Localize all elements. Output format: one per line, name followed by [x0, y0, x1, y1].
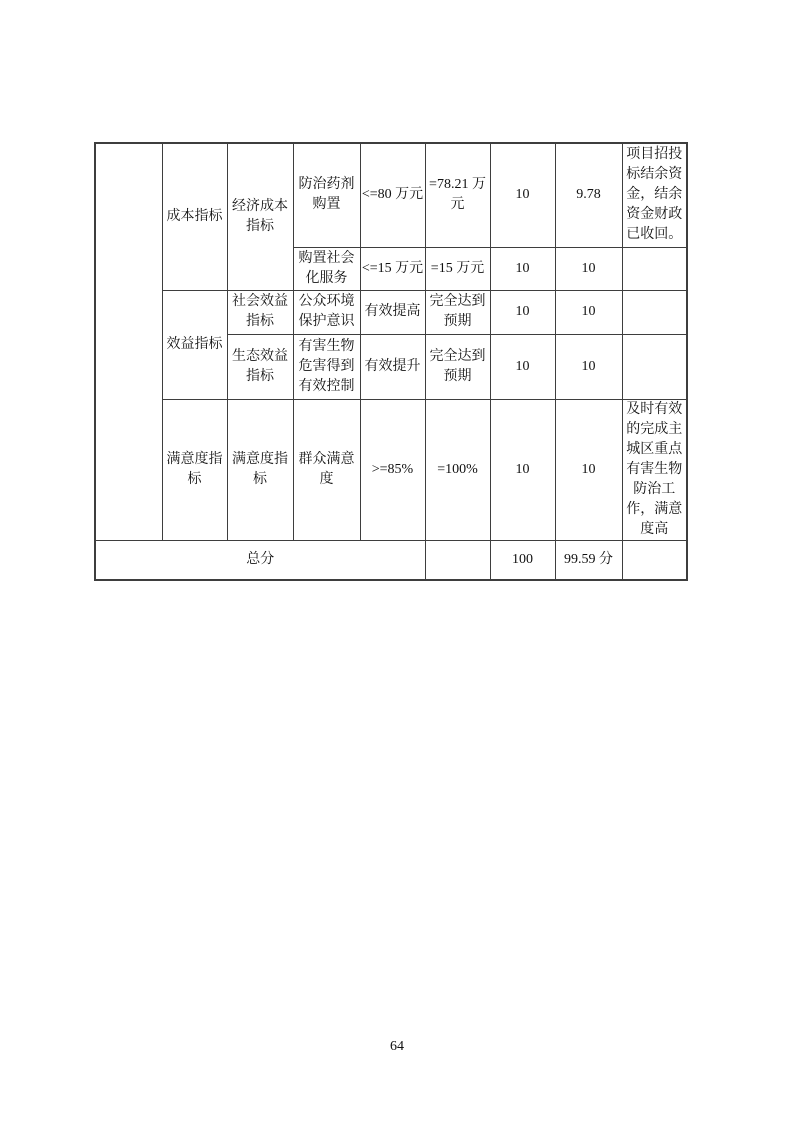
score-cell: 10 [555, 399, 622, 540]
indicator-cell: 购置社会化服务 [293, 247, 360, 290]
total-note-cell [622, 540, 687, 580]
target-value-cell: 有效提升 [360, 334, 425, 399]
target-value-cell: >=85% [360, 399, 425, 540]
weight-cell: 10 [490, 334, 555, 399]
indicator-cell: 群众满意度 [293, 399, 360, 540]
actual-value-cell: =100% [425, 399, 490, 540]
subcategory-cell: 社会效益指标 [227, 290, 293, 334]
score-cell: 9.78 [555, 143, 622, 247]
note-cell [622, 334, 687, 399]
category-cell: 成本指标 [162, 143, 227, 290]
actual-value-cell: =15 万元 [425, 247, 490, 290]
actual-value-cell: 完全达到预期 [425, 334, 490, 399]
indicator-cell: 公众环境保护意识 [293, 290, 360, 334]
category-cell: 满意度指标 [162, 399, 227, 540]
subcategory-cell: 经济成本指标 [227, 143, 293, 290]
total-weight-cell: 100 [490, 540, 555, 580]
weight-cell: 10 [490, 290, 555, 334]
note-cell: 及时有效的完成主城区重点有害生物防治工作，满意度高 [622, 399, 687, 540]
subcategory-cell: 满意度指标 [227, 399, 293, 540]
subcategory-cell: 生态效益指标 [227, 334, 293, 399]
target-value-cell: 有效提高 [360, 290, 425, 334]
left-spacer-cell [95, 143, 162, 540]
weight-cell: 10 [490, 143, 555, 247]
target-value-cell: <=80 万元 [360, 143, 425, 247]
total-label-cell: 总分 [95, 540, 425, 580]
score-cell: 10 [555, 247, 622, 290]
note-cell: 项目招投标结余资金，结余资金财政已收回。 [622, 143, 687, 247]
target-value-cell: <=15 万元 [360, 247, 425, 290]
total-row [95, 540, 687, 580]
score-cell: 10 [555, 290, 622, 334]
note-cell [622, 290, 687, 334]
category-cell: 效益指标 [162, 290, 227, 399]
indicator-cell: 防治药剂购置 [293, 143, 360, 247]
table-row [95, 399, 687, 540]
indicator-cell: 有害生物危害得到有效控制 [293, 334, 360, 399]
score-cell: 10 [555, 334, 622, 399]
page-number: 64 [390, 1039, 404, 1054]
performance-indicator-table [94, 142, 688, 581]
total-blank-cell [425, 540, 490, 580]
total-score-cell: 99.59 分 [555, 540, 622, 580]
note-cell [622, 247, 687, 290]
table-row [95, 290, 687, 334]
actual-value-cell: 完全达到预期 [425, 290, 490, 334]
weight-cell: 10 [490, 399, 555, 540]
table-row [95, 143, 687, 247]
actual-value-cell: =78.21 万元 [425, 143, 490, 247]
weight-cell: 10 [490, 247, 555, 290]
